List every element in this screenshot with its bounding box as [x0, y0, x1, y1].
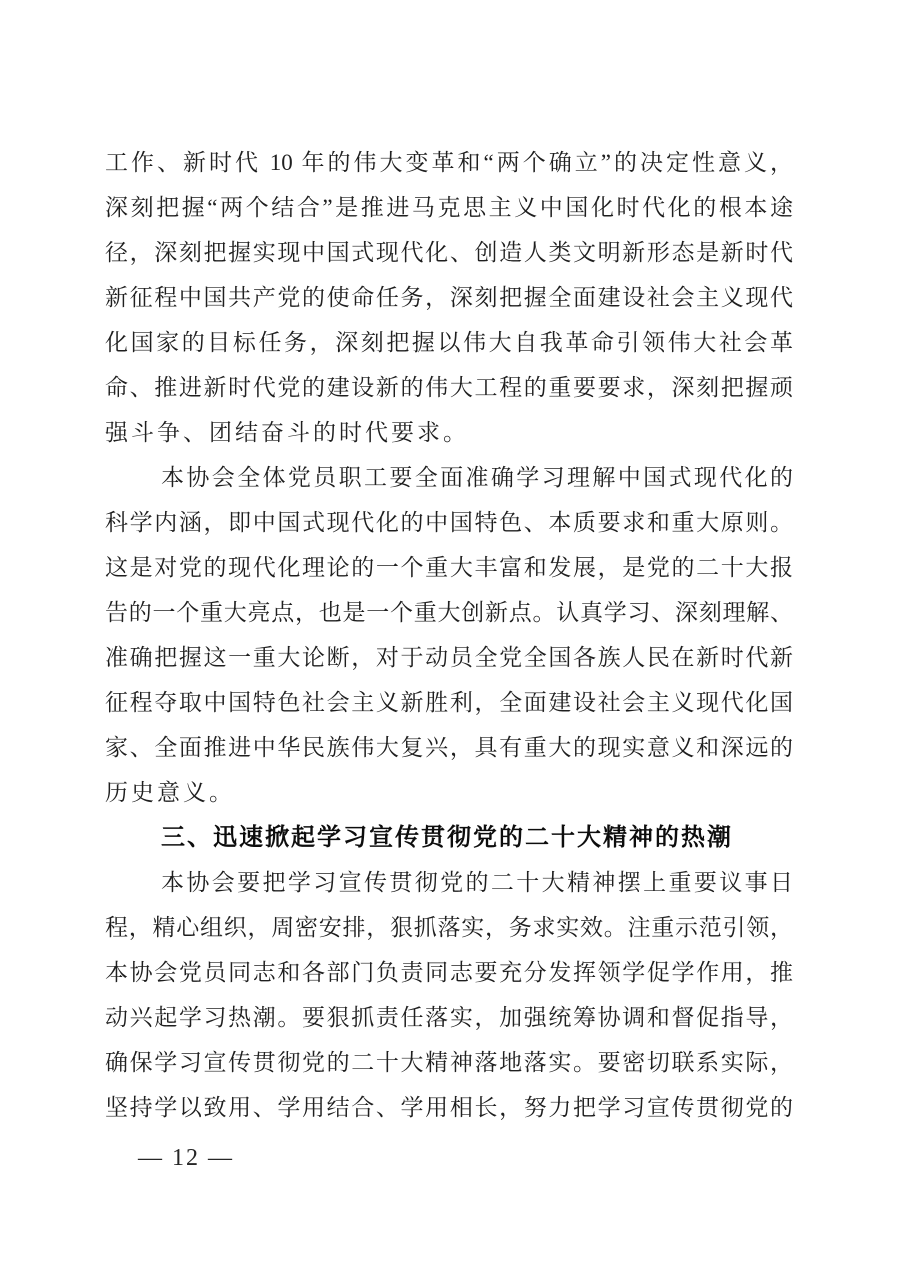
- section-heading: [105, 815, 793, 860]
- text-line: 征程夺取中国特色社会主义新胜利，全面建设社会主义现代化国: [105, 690, 793, 715]
- text-line: 强斗争、团结奋斗的时代要求。: [105, 420, 469, 445]
- text-line: 新征程中国共产党的使命任务，深刻把握全面建设社会主义现代: [105, 285, 793, 310]
- text-line: 本协会要把学习宣传贯彻党的二十大精神摆上重要议事日: [161, 870, 793, 895]
- text-line: 告的一个重大亮点，也是一个重大创新点。认真学习、深刻理解、: [105, 600, 793, 625]
- text-line: 家、全面推进中华民族伟大复兴，具有重大的现实意义和深远的: [105, 735, 793, 760]
- text-line: 确保学习宣传贯彻党的二十大精神落地落实。要密切联系实际，: [105, 1050, 793, 1075]
- text-line: 深刻把握“两个结合”是推进马克思主义中国化时代化的根本途: [105, 195, 793, 220]
- text-line: 坚持学以致用、学用结合、学用相长，努力把学习宣传贯彻党的: [105, 1095, 793, 1120]
- heading-line: 三、迅速掀起学习宣传贯彻党的二十大精神的热潮: [161, 824, 733, 851]
- text-line: 动兴起学习热潮。要狠抓责任落实，加强统筹协调和督促指导，: [105, 1005, 793, 1030]
- body-paragraph: [105, 455, 793, 815]
- document-text-block: [105, 140, 793, 1130]
- text-line: 准确把握这一重大论断，对于动员全党全国各族人民在新时代新: [105, 645, 793, 670]
- text-line: 化国家的目标任务，深刻把握以伟大自我革命引领伟大社会革: [105, 330, 793, 355]
- text-line: 工作、新时代 10 年的伟大变革和“两个确立”的决定性意义，: [105, 150, 793, 175]
- text-line: 本协会党员同志和各部门负责同志要充分发挥领学促学作用，推: [105, 960, 793, 985]
- body-paragraph: [105, 140, 793, 455]
- text-line: 历史意义。: [105, 780, 235, 805]
- text-line: 科学内涵，即中国式现代化的中国特色、本质要求和重大原则。: [105, 510, 793, 535]
- body-paragraph: [105, 860, 793, 1130]
- page-number: — 12 —: [138, 1145, 234, 1171]
- text-line: 命、推进新时代党的建设新的伟大工程的重要要求，深刻把握顽: [105, 375, 793, 400]
- text-line: 程，精心组织，周密安排，狠抓落实，务求实效。注重示范引领，: [105, 915, 793, 940]
- text-line: 径，深刻把握实现中国式现代化、创造人类文明新形态是新时代: [105, 240, 793, 265]
- text-line: 本协会全体党员职工要全面准确学习理解中国式现代化的: [161, 465, 793, 490]
- text-line: 这是对党的现代化理论的一个重大丰富和发展，是党的二十大报: [105, 555, 793, 580]
